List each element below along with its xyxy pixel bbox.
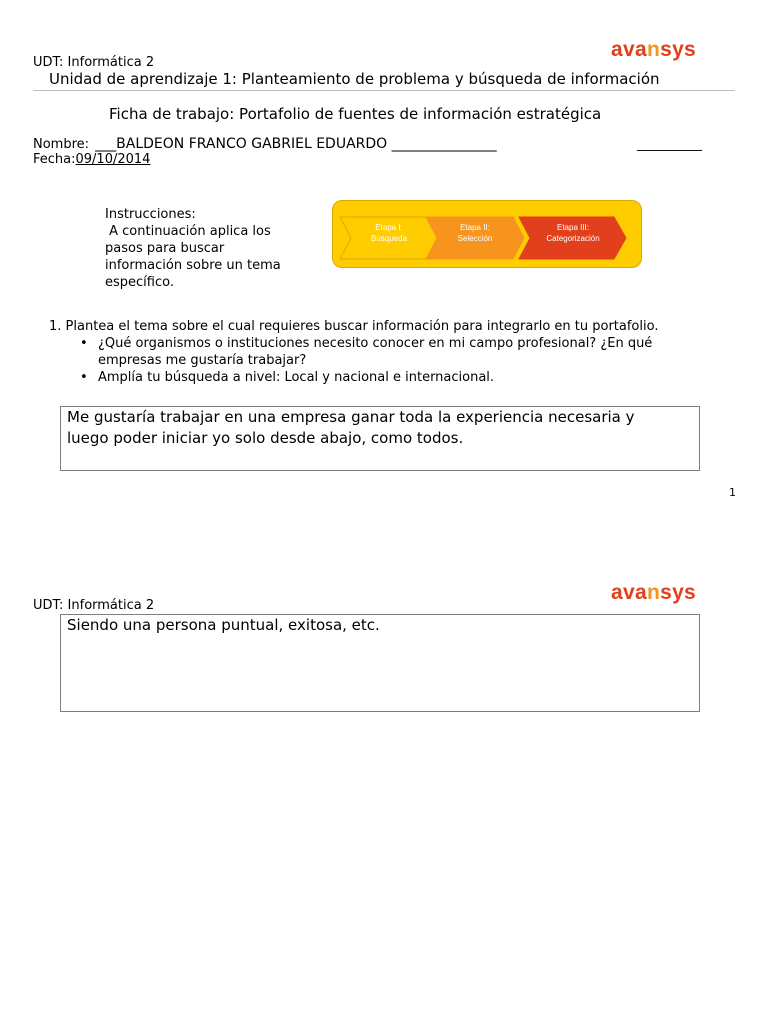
- instructions-line: específico.: [105, 275, 174, 290]
- instructions-block: [105, 206, 325, 291]
- answer-line: luego poder iniciar yo solo desde abajo, como todos.: [67, 429, 464, 447]
- bullet-list: [80, 335, 740, 386]
- stage-categorizacion: [518, 216, 628, 260]
- bullet-dot-icon: •: [80, 370, 88, 385]
- question-number: 1.: [49, 319, 62, 334]
- bullet-1-line2: empresas me gustaría trabajar?: [98, 353, 307, 368]
- fecha-value: 09/10/2014: [75, 152, 151, 167]
- list-item: [80, 369, 740, 386]
- worksheet-title: Ficha de trabajo: Portafolio de fuentes de información estratégica: [109, 105, 602, 123]
- answer-line: Siendo una persona puntual, exitosa, etc.: [67, 616, 380, 634]
- instructions-heading: Instrucciones:: [105, 207, 196, 222]
- bullet-2-line1: Amplía tu búsqueda a nivel: Local y nacional e internacional.: [98, 370, 495, 385]
- nombre-trailing-line: __________: [637, 137, 702, 152]
- stage-1-line1: Etapa I:: [375, 223, 403, 232]
- process-stages-diagram: [332, 200, 642, 268]
- stage-2-line1: Etapa II:: [460, 223, 490, 232]
- bullet-1-line1: ¿Qué organismos o instituciones necesito conocer en mi campo profesional? ¿En qué: [98, 336, 653, 351]
- question-1: [49, 318, 749, 335]
- stage-busqueda: [339, 216, 439, 260]
- page-number: 1: [729, 486, 736, 499]
- udt-label: UDT: Informática 2: [33, 598, 155, 613]
- stage-1-line2: Búsqueda: [370, 234, 408, 243]
- avansys-logo: avansys: [611, 581, 697, 604]
- question-text: Plantea el tema sobre el cual requieres buscar información para integrarlo en tu portafolio.: [65, 319, 659, 334]
- instructions-line: A continuación aplica los: [105, 224, 271, 239]
- unit-title: Unidad de aprendizaje 1: Planteamiento de problema y búsqueda de información: [49, 70, 660, 88]
- udt-label: UDT: Informática 2: [33, 55, 155, 70]
- stage-2-line2: Selección: [457, 234, 493, 243]
- instructions-line: información sobre un tema: [105, 258, 281, 273]
- fecha-row: [33, 152, 150, 167]
- header-divider: [33, 90, 735, 91]
- avansys-logo: avansys: [611, 38, 697, 61]
- stage-3-line2: Categorización: [546, 234, 600, 243]
- nombre-value: ___BALDEON FRANCO GABRIEL EDUARDO _______________: [95, 136, 497, 152]
- answer-line: Me gustaría trabajar en una empresa ganar toda la experiencia necesaria y: [67, 408, 635, 426]
- stage-seleccion: [425, 216, 525, 260]
- bullet-dot-icon: •: [80, 336, 88, 351]
- list-item: [80, 335, 740, 369]
- nombre-label: Nombre:: [33, 137, 90, 152]
- fecha-label: Fecha:: [33, 152, 76, 167]
- answer-box[interactable]: [60, 406, 700, 471]
- nombre-row: [33, 136, 743, 152]
- stage-3-line1: Etapa III:: [556, 223, 590, 232]
- instructions-line: pasos para buscar: [105, 241, 225, 256]
- answer-box[interactable]: [60, 614, 700, 712]
